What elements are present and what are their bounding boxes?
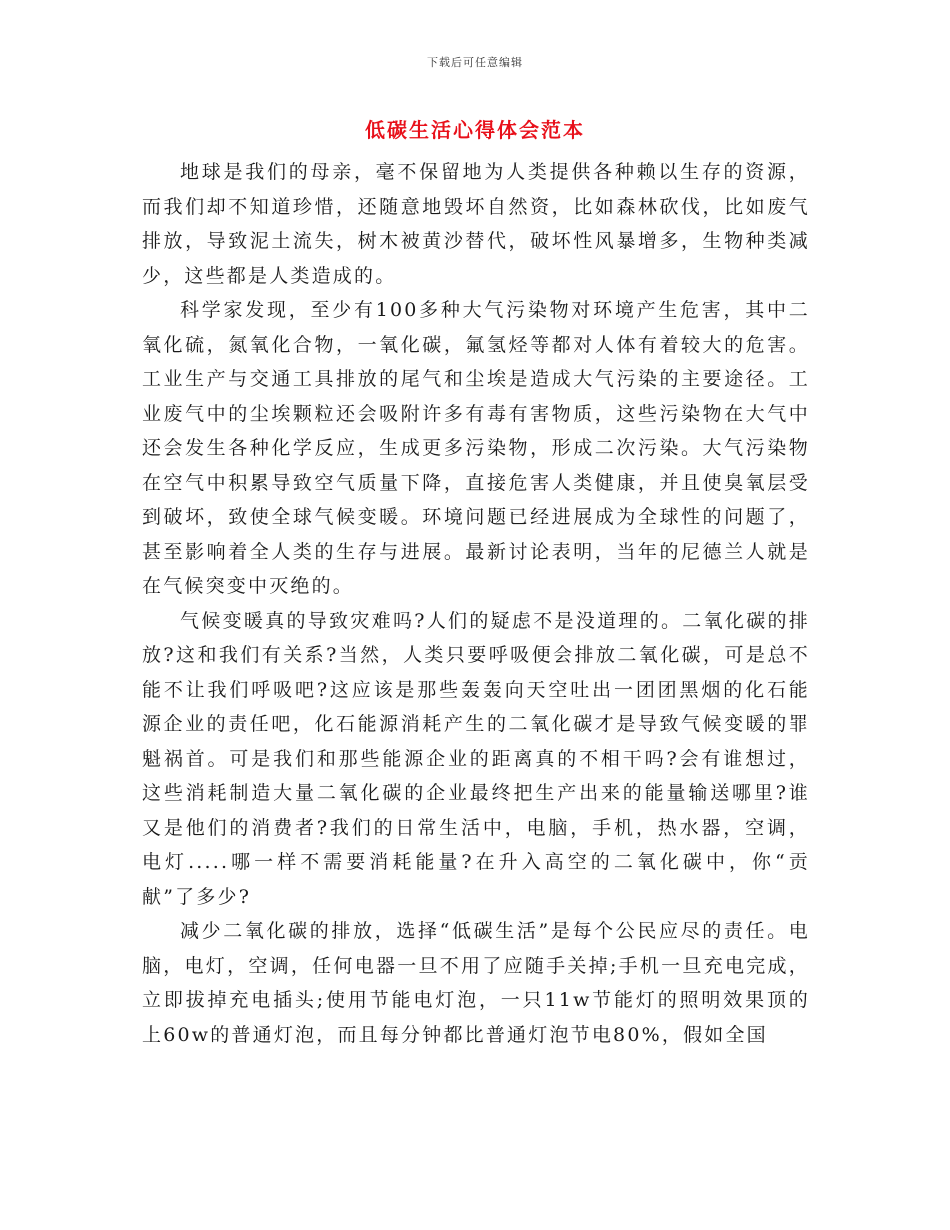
document-title: 低碳生活心得体会范本 [365, 118, 585, 142]
document-body [142, 155, 810, 1052]
paragraph-2: 科学家发现，至少有100多种大气污染物对环境产生危害，其中二氧化硫，氮氧化合物，一氧化碳，氟氢烃等都对人体有着较大的危害。工业生产与交通工具排放的尾气和尘埃是造成大气污染的主要途径。工业废气中的尘埃颗粒还会吸附许多有毒有害物质，这些污染物在大气中还会发生各种化学反应，生成更多污染物，形成二次污染。大气污染物在空气中积累导致空气质量下降，直接危害人类健康，并且使臭氧层受到破坏，致使全球气候变暖。环境问题已经进展成为全球性的问题了，甚至影响着全人类的生存与进展。最新讨论表明，当年的尼德兰人就是在气候突变中灭绝的。 [142, 299, 810, 597]
page-header-note: 下载后可任意编辑 [427, 56, 523, 69]
paragraph-1: 地球是我们的母亲，毫不保留地为人类提供各种赖以生存的资源，而我们却不知道珍惜，还随意地毁坏自然资，比如森林砍伐，比如废气排放，导致泥土流失，树木被黄沙替代，破坏性风暴增多，生物种类减少，这些都是人类造成的。 [142, 161, 810, 287]
paragraph-4: 减少二氧化碳的排放，选择“低碳生活”是每个公民应尽的责任。电脑，电灯，空调，任何电器一旦不用了应随手关掉;手机一旦充电完成，立即拔掉充电插头;使用节能电灯泡，一只11w节能灯的照明效果顶的上60w的普通灯泡，而且每分钟都比普通灯泡节电80%，假如全国 [142, 920, 810, 1046]
paragraph-3: 气候变暖真的导致灾难吗?人们的疑虑不是没道理的。二氧化碳的排放?这和我们有关系?当然，人类只要呼吸便会排放二氧化碳，可是总不能不让我们呼吸吧?这应该是那些轰轰向天空吐出一团团黑烟的化石能源企业的责任吧，化石能源消耗产生的二氧化碳才是导致气候变暖的罪魁祸首。可是我们和那些能源企业的距离真的不相干吗?会有谁想过，这些消耗制造大量二氧化碳的企业最终把生产出来的能量输送哪里?谁又是他们的消费者?我们的日常生活中，电脑，手机，热水器，空调，电灯.....哪一样不需要消耗能量?在升入高空的二氧化碳中，你“贡献”了多少? [142, 609, 810, 908]
